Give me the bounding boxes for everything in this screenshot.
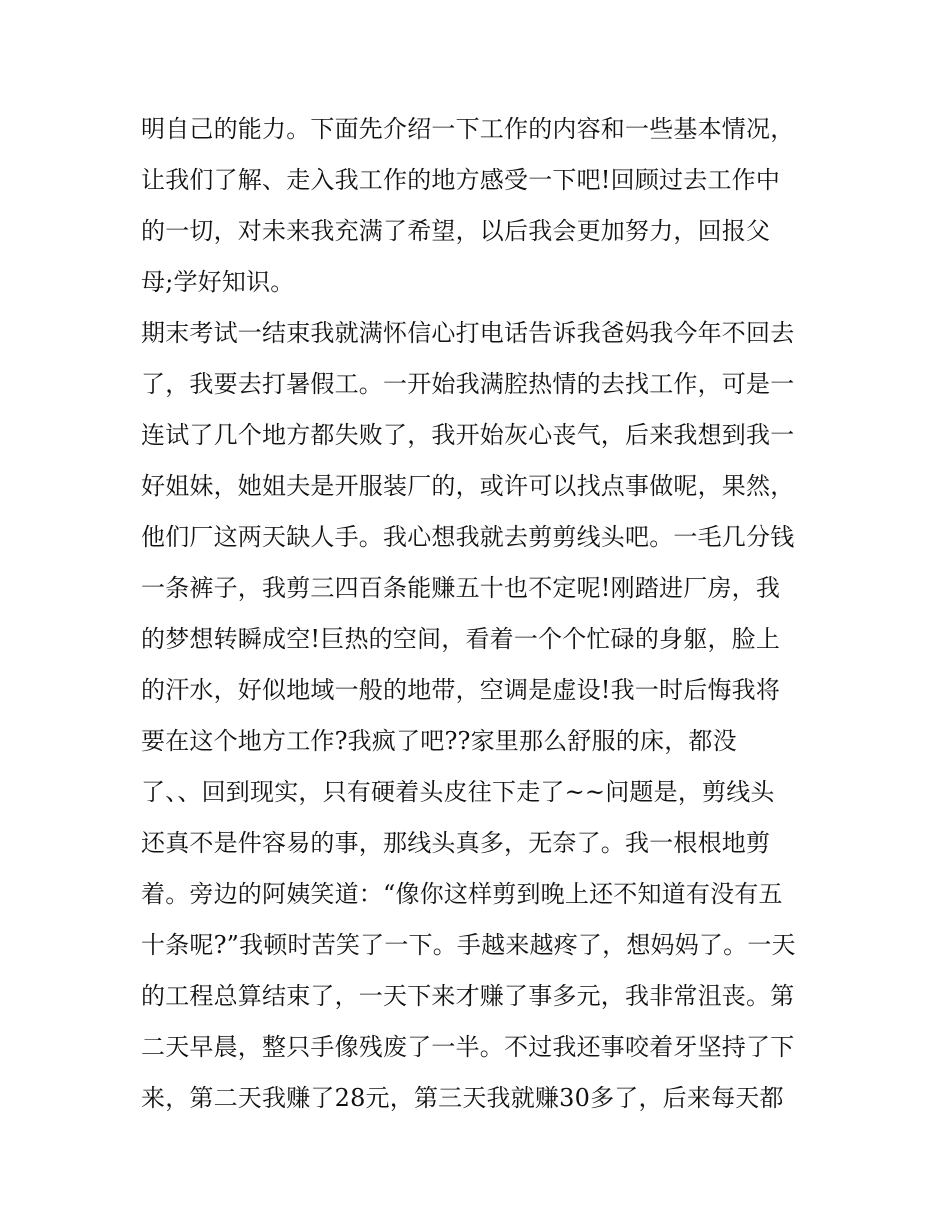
text-line: 一条裤子，我剪三四百条能赚五十也不定呢!刚踏进厂房，我 [141, 574, 781, 602]
text-line: 了，我要去打暑假工。一开始我满腔热情的去找工作，可是一 [141, 370, 795, 398]
text-line: 好姐妹，她姐夫是开服装厂的，或许可以找点事做呢，果然， [141, 472, 795, 500]
text-line: 十条呢?”我顿时苦笑了一下。手越来越疼了，想妈妈了。一天 [141, 931, 796, 959]
text-line: 期末考试一结束我就满怀信心打电话告诉我爸妈我今年不回去 [141, 319, 795, 347]
text-line: 的一切，对未来我充满了希望，以后我会更加努力，回报父 [141, 217, 771, 245]
text-line: 让我们了解、走入我工作的地方感受一下吧!回顾过去工作中 [141, 166, 781, 194]
text-line: 明自己的能力。下面先介绍一下工作的内容和一些基本情况， [141, 115, 795, 143]
text-line: 的梦想转瞬成空!巨热的空间，看着一个个忙碌的身躯，脸上 [141, 625, 781, 653]
body-text [141, 104, 821, 1124]
text-line: 他们厂这两天缺人手。我心想我就去剪剪线头吧。一毛几分钱 [141, 523, 795, 551]
text-line: 连试了几个地方都失败了，我开始灰心丧气，后来我想到我一 [141, 421, 795, 449]
text-line: 还真不是件容易的事，那线头真多，无奈了。我一根根地剪 [141, 829, 771, 857]
text-line: 的汗水，好似地域一般的地带，空调是虚设!我一时后悔我将 [141, 676, 781, 704]
text-line: 着。旁边的阿姨笑道：“像你这样剪到晚上还不知道有没有五 [141, 880, 783, 908]
text-line: 母;学好知识。 [141, 268, 295, 296]
text-line: 来，第二天我赚了28元，第三天我就赚30多了，后来每天都 [141, 1084, 784, 1112]
text-line: 要在这个地方工作?我疯了吧??家里那么舒服的床，都没 [141, 727, 737, 755]
text-line: 二天早晨，整只手像残废了一半。不过我还事咬着牙坚持了下 [141, 1033, 795, 1061]
text-line: 的工程总算结束了，一天下来才赚了事多元，我非常沮丧。第 [141, 982, 795, 1010]
text-line: 了、、回到现实，只有硬着头皮往下走了~~问题是，剪线头 [141, 778, 775, 806]
